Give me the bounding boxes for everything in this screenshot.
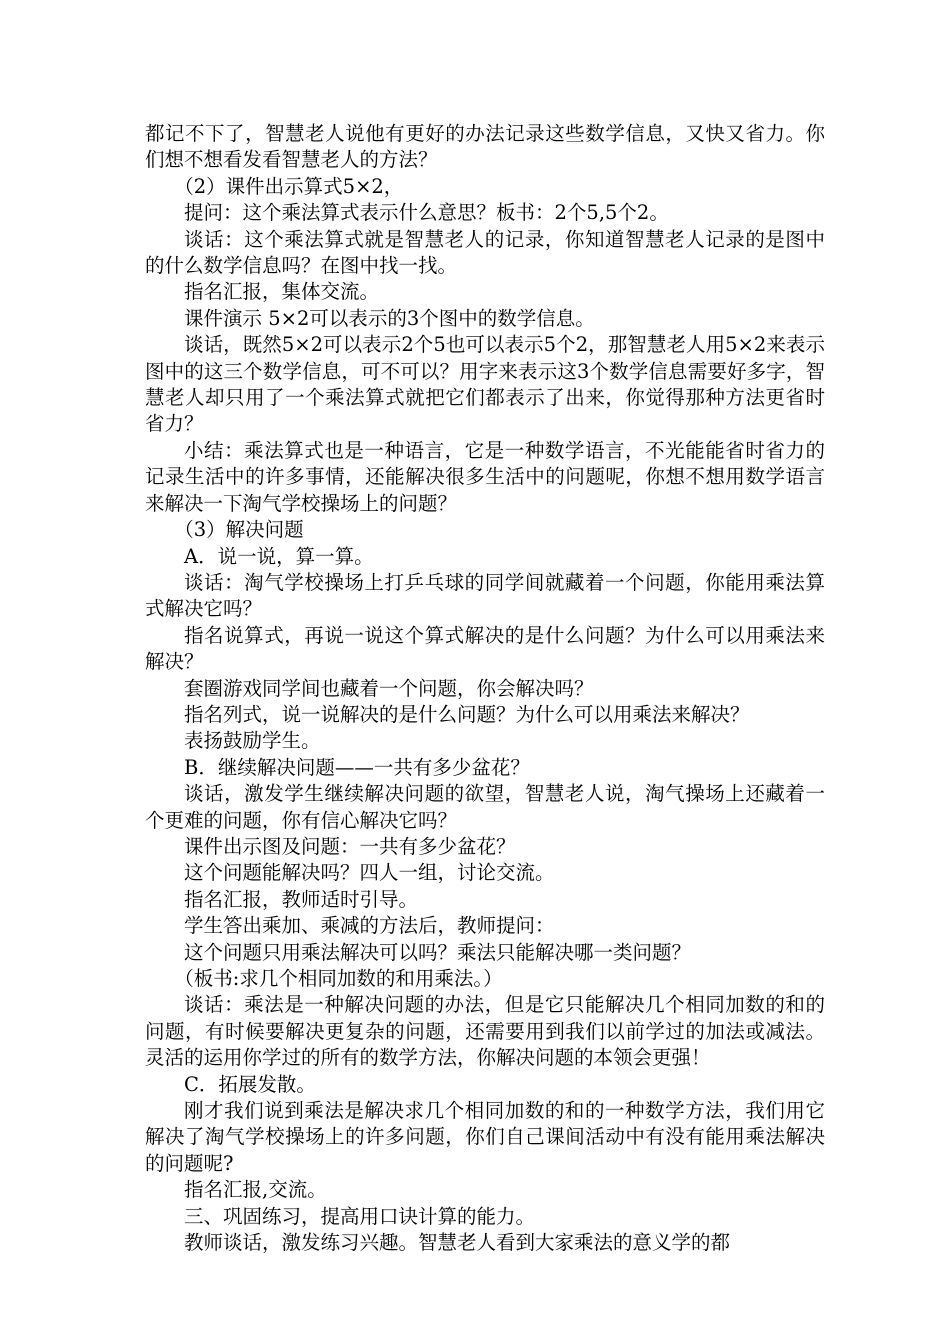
paragraph-29: 教师谈话，激发练习兴趣。智慧老人看到大家乘法的意义学的都 <box>184 1231 731 1255</box>
paragraph-19: 这个问题能解决吗？四人一组，讨论交流。 <box>184 861 555 885</box>
paragraph-21: 学生答出乘加、乘减的方法后，教师提问： <box>184 914 555 938</box>
paragraph-7: 谈话，既然5×2可以表示2个5也可以表示5个2，那智慧老人用5×2来表示图中的这三个数学信息，可不可以？用字来表示这3个数学信息需要好多字，智慧老人却只用了一个乘法算式就把它们都表示了出来，你觉得那种方法更省时省力？ <box>145 333 825 436</box>
paragraph-23: （板书:求几个相同加数的和用乘法。） <box>174 967 503 990</box>
paragraph-10: A．说一说，算一算。 <box>184 544 374 568</box>
paragraph-27: 指名汇报,交流。 <box>184 1178 327 1202</box>
paragraph-4: 谈话：这个乘法算式就是智慧老人的记录，你知道智慧老人记录的是图中的什么数学信息吗？在图中找一找。 <box>145 227 825 278</box>
paragraph-14: 指名列式，说一说解决的是什么问题？为什么可以用乘法来解决？ <box>184 702 750 726</box>
paragraph-5: 指名汇报，集体交流。 <box>184 280 380 304</box>
paragraph-18: 课件出示图及问题：一共有多少盆花？ <box>184 834 516 858</box>
paragraph-6: 课件演示 5×2可以表示的3个图中的数学信息。 <box>184 306 595 330</box>
paragraph-13: 套圈游戏同学间也藏着一个问题，你会解决吗？ <box>184 676 594 700</box>
paragraph-2: （2）课件出示算式5×2， <box>174 174 404 198</box>
paragraph-16: B．继续解决问题——一共有多少盆花？ <box>184 755 530 779</box>
paragraph-17: 谈话，激发学生继续解决问题的欲望，智慧老人说，淘气操场上还藏着一个更难的问题，你有信心解决它吗？ <box>145 782 825 832</box>
paragraph-12: 指名说算式，再说一说这个算式解决的是什么问题？为什么可以用乘法来解决？ <box>145 623 825 674</box>
paragraph-25: C．拓展发散。 <box>184 1072 316 1096</box>
paragraph-3: 提问：这个乘法算式表示什么意思？板书：2个5,5个2。 <box>184 201 669 225</box>
paragraph-15: 表扬鼓励学生。 <box>184 729 321 753</box>
paragraph-9: （3）解决问题 <box>174 518 304 542</box>
paragraph-8: 小结：乘法算式也是一种语言，它是一种数学语言，不光能能省时省力的记录生活中的许多事情，还能解决很多生活中的问题呢，你想不想用数学语言来解决一下淘气学校操场上的问题？ <box>145 438 825 515</box>
paragraph-11: 谈话：淘气学校操场上打乒乓球的同学间就藏着一个问题，你能用乘法算式解决它吗？ <box>145 570 825 621</box>
paragraph-1: 都记不下了，智慧老人说他有更好的办法记录这些数学信息，又快又省力。你们想不想看发看智慧老人的方法？ <box>145 122 825 172</box>
document-page <box>145 121 825 1256</box>
paragraph-28: 三、巩固练习，提高用口诀计算的能力。 <box>184 1204 536 1228</box>
paragraph-22: 这个问题只用乘法解决可以吗？乘法只能解决哪一类问题？ <box>184 940 692 964</box>
paragraph-24: 谈话：乘法是一种解决问题的办法，但是它只能解决几个相同加数的和的问题，有时候要解决更复杂的问题，还需要用到我们以前学过的加法或减法。灵活的运用你学过的所有的数学方法，你解决问题的本领会更强！ <box>145 993 825 1070</box>
paragraph-26: 刚才我们说到乘法是解决求几个相同加数的和的一种数学方法，我们用它解决了淘气学校操场上的许多问题，你们自己课间活动中有没有能用乘法解决的问题呢? <box>145 1099 825 1175</box>
paragraph-20: 指名汇报，教师适时引导。 <box>184 887 419 911</box>
